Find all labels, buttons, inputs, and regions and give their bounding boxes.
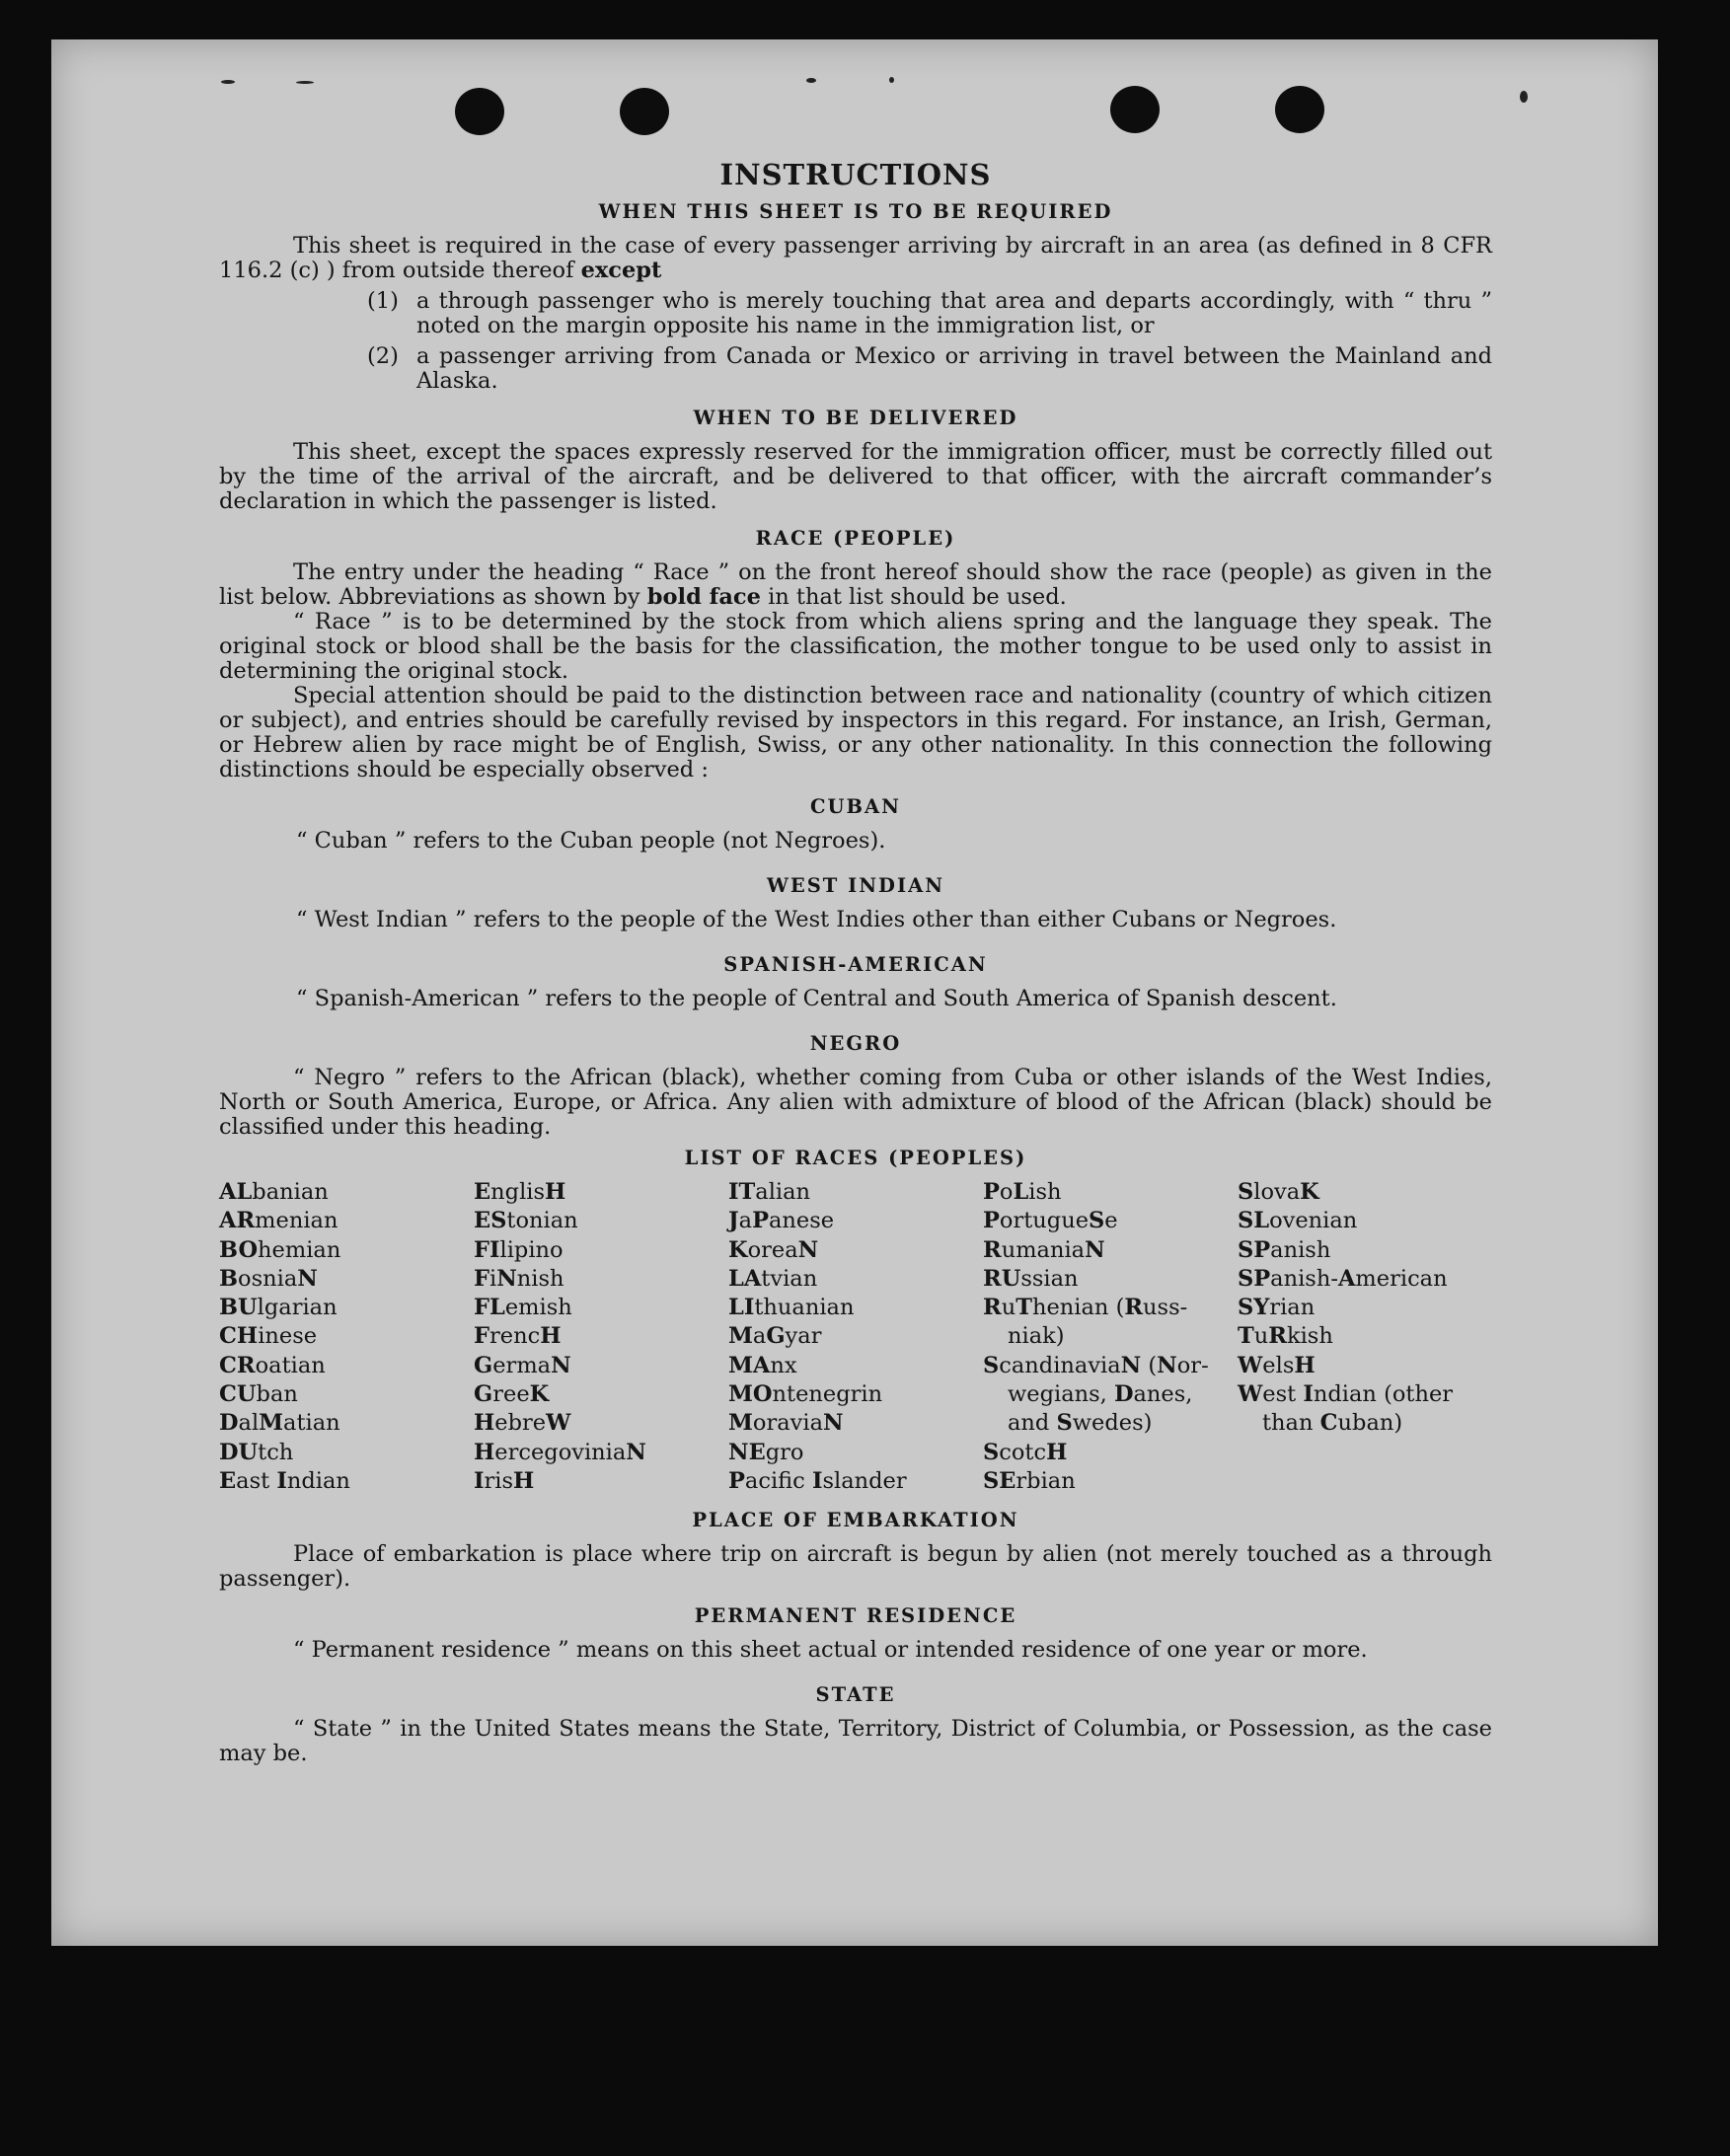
punch-hole [1275,86,1324,133]
races-column [219,1178,474,1496]
race-entry: RumaniaN [983,1236,1105,1263]
item-text: a passenger arriving from Canada or Mexico or arriving in travel between the Mainland and Alaska. [416,343,1492,394]
races-column [728,1178,983,1496]
race-entry: East Indian [219,1467,350,1494]
instructions-content [219,158,1492,1767]
race-text: in that list should be used. [760,584,1067,610]
race-entry: SlovaK [1238,1179,1319,1205]
race-entry: FrencH [474,1323,562,1350]
heading-west-indian: WEST INDIAN [766,874,945,897]
race-entry: CRoatian [219,1352,326,1378]
race-entry: FiNnish [474,1265,564,1292]
heading-when-delivered: WHEN TO BE DELIVERED [693,407,1018,429]
race-entry: DalMatian [219,1410,340,1437]
race-entry: ScotcH [983,1439,1068,1465]
heading-list-of-races: LIST OF RACES (PEOPLES) [684,1147,1027,1169]
page-title: INSTRUCTIONS [719,158,992,191]
race-entry: FIlipino [474,1236,564,1263]
heading-embarkation: PLACE OF EMBARKATION [692,1509,1019,1532]
race-entry: WelsH [1238,1352,1316,1378]
race-entry: MaGyar [728,1323,822,1350]
exception-item [367,289,1492,338]
race-paragraph-3: Special attention should be paid to the distinction between race and nationality (country of which citizen or subject), and entries should be carefully revised by inspectors in this regard. For instance, an Irish, German, or Hebrew alien by race might be of English, Swiss, or any other nationality. In this connection the following distinctions should be especially observed : [219,683,1492,782]
race-entry: niak) [1008,1323,1065,1350]
scan-speck [1520,91,1528,103]
race-entry: wegians, Danes, [1008,1381,1193,1408]
residence-text: “ Permanent residence ” means on this sheet actual or intended residence of one year or more. [293,1637,1368,1664]
race-text: The entry under the heading “ Race ” on the front hereof should show the race (people) as given in the list below. Abbreviations as shown by [219,559,1492,610]
race-entry: LAtvian [728,1265,818,1292]
item-number: (2) [367,343,399,369]
heading-race: RACE (PEOPLE) [755,527,956,550]
west-indian-text: “ West Indian ” refers to the people of the West Indies other than either Cubans or Negroes. [296,907,1337,932]
race-entry: SPanish-American [1238,1265,1448,1292]
race-entry: SLovenian [1238,1208,1358,1234]
punch-hole [455,88,504,135]
race-entry: SErbian [983,1467,1076,1494]
race-entry: GreeK [474,1381,550,1408]
race-entry: RUssian [983,1265,1079,1292]
race-entry: MoraviaN [728,1410,844,1437]
race-entry: West Indian (other [1238,1381,1454,1408]
embarkation-text: Place of embarkation is place where trip on aircraft is begun by alien (not merely touched as a through passenger). [219,1541,1492,1593]
race-entry: LIthuanian [728,1295,855,1321]
intro-text: This sheet is required in the case of every passenger arriving by aircraft in an area (as defined in 8 CFR 116.2 (c) ) from outside thereof [219,233,1492,283]
race-entry: ITalian [728,1179,811,1205]
races-table [219,1178,1492,1496]
exception-item [367,344,1492,394]
race-entry: MAnx [728,1352,797,1378]
race-entry: SYrian [1238,1295,1316,1321]
heading-negro: NEGRO [809,1032,902,1055]
race-entry: HebreW [474,1410,571,1437]
races-column [983,1178,1238,1496]
heading-permanent-residence: PERMANENT RESIDENCE [694,1604,1017,1628]
cuban-text: “ Cuban ” refers to the Cuban people (not Negroes). [296,828,886,854]
race-entry: EStonian [474,1208,578,1234]
race-entry: EnglisH [474,1179,566,1205]
race-entry: GermaN [474,1352,571,1378]
item-text: a through passenger who is merely touching that area and departs accordingly, with “ thru ” noted on the margin opposite his name in the immigration list, or [416,288,1492,338]
race-entry: BosniaN [219,1265,318,1292]
race-paragraph-2: “ Race ” is to be determined by the stock from which aliens spring and the language they speak. The original stock or blood shall be the basis for the classification, the mother tongue to be used only to assist in determining the original stock. [219,609,1492,684]
spanish-american-text: “ Spanish-American ” refers to the people of Central and South America of Spanish descent. [296,986,1337,1011]
scan-speck [889,77,894,83]
when-delivered-text: This sheet, except the spaces expressly reserved for the immigration officer, must be correctly filled out by the time of the arrival of the aircraft, and be delivered to that officer, with the aircraft commander’s declaration in which the passenger is listed. [219,439,1492,514]
scan-speck [806,78,816,83]
race-entry: ScandinaviaN (Nor- [983,1352,1209,1378]
race-entry: FLemish [474,1295,572,1321]
race-entry: KoreaN [728,1236,819,1263]
race-entry: PortugueSe [983,1208,1118,1234]
punch-hole [1110,86,1160,133]
race-entry: PoLish [983,1179,1062,1205]
heading-state: STATE [815,1683,896,1707]
race-entry: TuRkish [1238,1323,1333,1350]
race-entry: HercegoviniaN [474,1439,646,1465]
race-entry: NEgro [728,1439,804,1465]
scan-speck [221,80,235,84]
punch-hole [620,88,669,135]
intro-except: except [580,258,662,283]
item-number: (1) [367,288,399,314]
heading-when-required: WHEN THIS SHEET IS TO BE REQUIRED [598,200,1113,223]
heading-spanish-american: SPANISH-AMERICAN [723,953,988,976]
race-entry: RuThenian (Russ- [983,1295,1188,1321]
scan-speck [296,81,314,84]
bold-face-term: bold face [646,584,761,610]
race-entry: CUban [219,1381,298,1408]
when-required-intro [219,234,1492,283]
race-entry: Pacifc Islander [728,1467,907,1494]
race-entry: SPanish [1238,1236,1331,1263]
race-entry: than Cuban) [1262,1410,1403,1437]
race-entry: DUtch [219,1439,294,1465]
race-entry: CHinese [219,1323,318,1350]
races-column [474,1178,728,1496]
race-entry: ALbanian [219,1179,329,1205]
race-entry: IrisH [474,1467,535,1494]
race-entry: BOhemian [219,1236,341,1263]
race-entry: MOntenegrin [728,1381,883,1408]
negro-text: “ Negro ” refers to the African (black), whether coming from Cuba or other islands of the West Indies, North or South America, Europe, or Africa. Any alien with admixture of blood of the African (black) should be classified under this heading. [219,1065,1492,1140]
state-text: “ State ” in the United States means the State, Territory, District of Columbia, or Possession, as the case may be. [219,1716,1492,1767]
heading-cuban: CUBAN [810,795,901,818]
race-entry: JaPanese [728,1208,835,1234]
race-paragraph-1 [219,560,1492,610]
race-entry: ARmenian [219,1208,338,1234]
race-entry: and Swedes) [1008,1410,1153,1437]
race-entry: BUlgarian [219,1295,338,1321]
races-column [1238,1178,1492,1496]
